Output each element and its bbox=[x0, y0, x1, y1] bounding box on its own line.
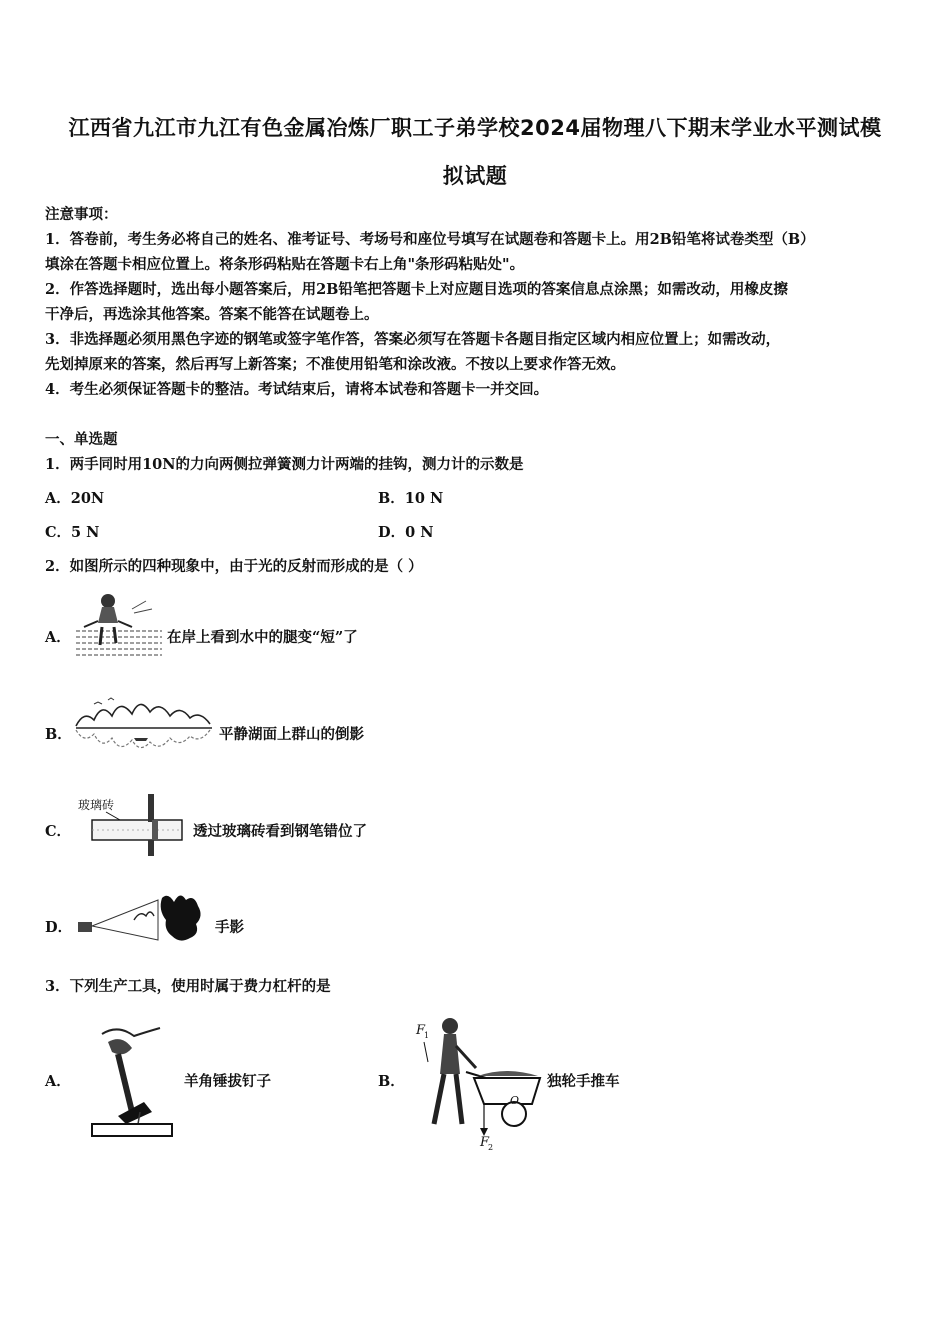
q3-option-a-text: 羊角锤拔钉子 bbox=[184, 1073, 271, 1090]
q2-option-d-label[interactable]: D． bbox=[45, 919, 73, 936]
q2-stem: 2．如图所示的四种现象中，由于光的反射而形成的是（ ） bbox=[45, 558, 423, 575]
q2-b-figure bbox=[74, 690, 214, 756]
q2-c-figure bbox=[76, 792, 188, 858]
notice-line: 3．非选择题必须用黑色字迹的钢笔或签字笔作答，答案必须写在答题卡各题目指定区域内相应位置上；如需改动， bbox=[45, 331, 781, 348]
q2-option-b-text: 平静湖面上群山的倒影 bbox=[219, 726, 364, 743]
notice-line: 2．作答选择题时，选出每小题答案后，用2B铅笔把答题卡上对应题目选项的答案信息点涂黑；如需改动，用橡皮擦 bbox=[45, 281, 788, 298]
notice-line: 1．答卷前，考生务必将自己的姓名、准考证号、考场号和座位号填写在试题卷和答题卡上。用2B铅笔将试卷类型（B） bbox=[45, 231, 815, 248]
force-f1-label: F bbox=[416, 1023, 426, 1038]
q2-option-d-text: 手影 bbox=[215, 919, 244, 936]
q2-d-figure bbox=[74, 890, 208, 946]
q3-stem: 3．下列生产工具，使用时属于费力杠杆的是 bbox=[45, 978, 331, 995]
force-f2-sub: 2 bbox=[488, 1143, 494, 1152]
q2-option-c-text: 透过玻璃砖看到钢笔错位了 bbox=[193, 823, 367, 840]
page-title-line2: 拟试题 bbox=[442, 164, 508, 188]
q3-b-figure bbox=[410, 1012, 546, 1152]
force-f2-label: F bbox=[480, 1135, 490, 1150]
q3-a-figure bbox=[88, 1020, 176, 1144]
fulcrum-o-label: O bbox=[510, 1094, 520, 1107]
q3-option-b-label[interactable]: B． bbox=[378, 1073, 405, 1090]
q3-option-b-text: 独轮手推车 bbox=[547, 1073, 620, 1090]
q2-option-c-label[interactable]: C． bbox=[45, 823, 72, 840]
q2-option-a-label[interactable]: A． bbox=[45, 629, 71, 646]
notice-line: 干净后，再选涂其他答案。答案不能答在试题卷上。 bbox=[45, 306, 379, 323]
q2-a-figure bbox=[74, 587, 164, 659]
page-title-line1: 江西省九江市九江有色金属冶炼厂职工子弟学校2024届物理八下期末学业水平测试模 bbox=[68, 116, 882, 140]
q2-option-b-label[interactable]: B． bbox=[45, 726, 72, 743]
q1-option-a[interactable]: A．20N bbox=[45, 490, 105, 507]
q1-option-d[interactable]: D．0 N bbox=[378, 524, 434, 541]
notice-line: 先划掉原来的答案，然后再写上新答案；不准使用铅笔和涂改液。不按以上要求作答无效。 bbox=[45, 356, 625, 373]
section-heading: 一、单选题 bbox=[45, 431, 118, 448]
notice-line: 4．考生必须保证答题卡的整洁。考试结束后，请将本试卷和答题卡一并交回。 bbox=[45, 381, 549, 398]
force-f1-sub: 1 bbox=[424, 1031, 430, 1040]
q3-option-a-label[interactable]: A． bbox=[45, 1073, 71, 1090]
q2-option-a-text: 在岸上看到水中的腿变“短”了 bbox=[167, 629, 358, 646]
q1-option-b[interactable]: B．10 N bbox=[378, 490, 444, 507]
notice-line: 填涂在答题卡相应位置上。将条形码粘贴在答题卡右上角"条形码粘贴处"。 bbox=[45, 256, 525, 273]
q1-stem: 1．两手同时用10N的力向两侧拉弹簧测力计两端的挂钩，测力计的示数是 bbox=[45, 456, 524, 473]
q1-option-c[interactable]: C．5 N bbox=[45, 524, 100, 541]
notice-heading: 注意事项： bbox=[45, 206, 118, 223]
glass-block-label: 玻璃砖 bbox=[78, 798, 115, 812]
